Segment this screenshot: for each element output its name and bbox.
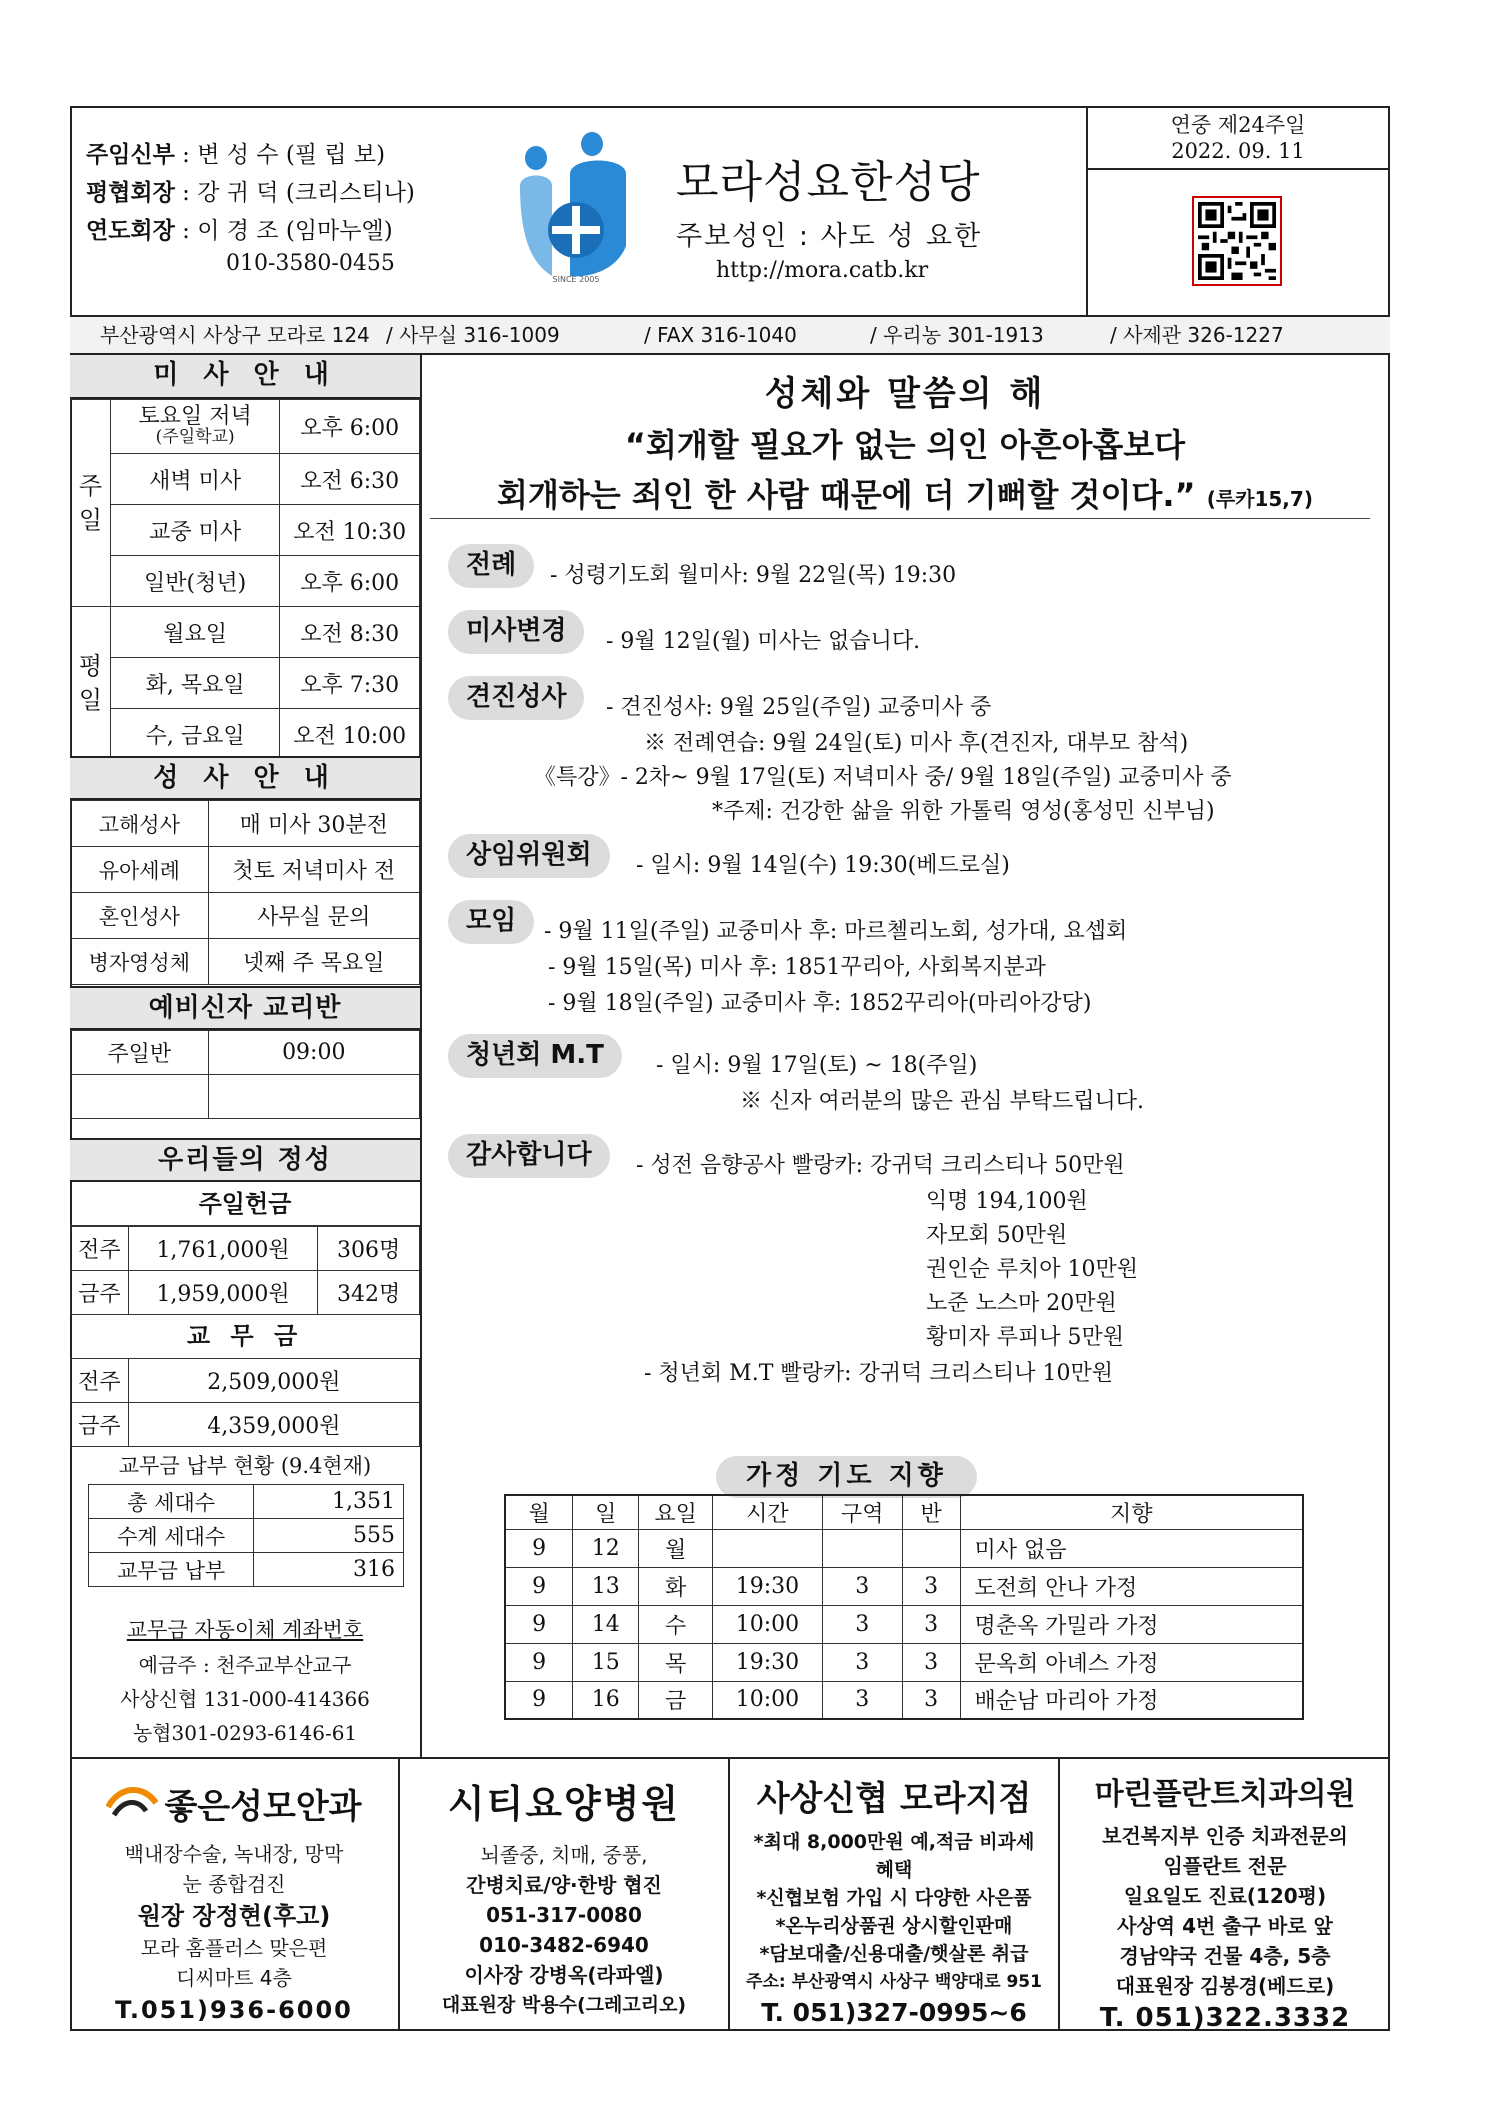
qr-code-icon[interactable] <box>1192 196 1282 286</box>
offering-row: 전주 1,761,000원 306명 <box>71 1227 420 1271</box>
mass-time: 오전 8:30 <box>280 607 420 658</box>
qr-cell <box>1086 170 1388 315</box>
notice-line: - 성전 음향공사 빨랑카: 강귀덕 크리스티나 50만원 <box>636 1153 1125 1178</box>
due-status-table <box>88 1484 404 1587</box>
mass-name: 월요일 <box>110 607 279 658</box>
due-title: 교 무 금 <box>186 1322 304 1350</box>
patron-saint: 주보성인 : 사도 성 요한 <box>676 221 983 252</box>
notice-line: ※ 전례연습: 9월 24일(토) 미사 후(견진자, 대부모 참석) <box>644 731 1189 756</box>
mass-row <box>71 400 420 454</box>
church-logo-icon <box>506 126 646 286</box>
sacrament-table <box>70 800 420 985</box>
mass-name: 화, 목요일 <box>110 658 279 709</box>
account-lines: 예금주 : 천주교부산교구 사상신협 131-000-414366 농협301-0293-6146-61 <box>120 1653 370 1745</box>
prayer-row: 9 13 화 19:30 3 3 도전희 안나 가정 <box>505 1567 1303 1605</box>
header-phone: 010-3580-0455 <box>226 251 395 276</box>
farm-phone: / 우리농 301-1913 <box>870 323 1044 347</box>
notice-line: 《특강》- 2차~ 9월 17일(토) 저녁미사 중/ 9월 18일(주일) 교중미사 중 <box>534 765 1232 790</box>
office-phone: / 사무실 316-1009 <box>386 323 560 347</box>
catechumen-row <box>71 1075 420 1119</box>
church-name: 모라성요한성당 <box>676 157 981 208</box>
mass-time: 오전 10:00 <box>280 709 420 760</box>
staff-yeondo: 연도회장 : 이 경 조 (임마누엘) <box>86 217 393 244</box>
date-box <box>1086 108 1388 170</box>
mass-name: 수, 금요일 <box>110 709 279 760</box>
staff-pastor: 주임신부 : 변 성 수 (필 립 보) <box>86 141 386 168</box>
notice-badge-committee: 상임위원회 <box>448 834 610 878</box>
mass-title: 미 사 안 내 <box>70 355 420 399</box>
church-logo <box>506 126 646 286</box>
sacrament-row: 유아세례 첫토 저녁미사 전 <box>71 847 420 893</box>
quote-line-2: 회개하는 죄인 한 사람 때문에 더 기뻐할 것이다.” (루카15,7) <box>497 476 1313 514</box>
notice-line: - 일시: 9월 17일(토) ~ 18(주일) <box>656 1053 978 1078</box>
notice-line: - 견진성사: 9월 25일(주일) 교중미사 중 <box>606 695 992 720</box>
sunday-offering-title: 주일헌금 <box>70 1182 420 1226</box>
mass-row <box>71 556 420 607</box>
prayer-row: 9 15 목 19:30 3 3 문옥희 아녜스 가정 <box>505 1643 1303 1681</box>
mass-table <box>70 399 420 760</box>
rectory-phone: / 사제관 326-1227 <box>1110 323 1284 347</box>
prayer-title: 가정 기도 지향 <box>716 1456 977 1498</box>
notice-line: 익명 194,100원 <box>926 1189 1088 1214</box>
due-status-title: 교무금 납부 현황 (9.4현재) <box>118 1454 372 1478</box>
sacrament-row: 고해성사 매 미사 30분전 <box>71 801 420 847</box>
ad-dental-clinic: 마린플란트치과의원 보건복지부 인증 치과전문의 임플란트 전문 일요일도 진료(120평) 사상역 4번 출구 바로 앞 경남약국 건물 4층, 5층 대표원장 김봉경(베드로) T. 051)322.3332 <box>1094 1777 1356 2033</box>
mass-row <box>71 454 420 505</box>
account-title: 교무금 자동이체 계좌번호 <box>126 1618 364 1642</box>
status-row: 교무금 납부 316 <box>89 1553 404 1587</box>
due-row: 금주 4,359,000원 <box>71 1403 420 1447</box>
notice-line: 황미자 루피나 5만원 <box>926 1325 1124 1350</box>
sacrament-row: 병자영성체 넷째 주 목요일 <box>71 939 420 985</box>
notice-badge-confirmation: 견진성사 <box>448 676 584 720</box>
mass-name: 교중 미사 <box>110 505 279 556</box>
liturgical-week: 연중 제24주일 <box>1170 113 1306 137</box>
offering-title: 우리들의 정성 <box>70 1138 420 1182</box>
due-table <box>70 1358 420 1447</box>
notice-line: - 성령기도회 월미사: 9월 22일(목) 19:30 <box>550 563 957 588</box>
mass-row <box>71 658 420 709</box>
bulletin-date: 2022. 09. 11 <box>1171 139 1305 163</box>
notice-line: - 9월 11일(주일) 교중미사 후: 마르첼리노회, 성가대, 요셉회 <box>544 919 1128 944</box>
catechumen-title: 예비신자 교리반 <box>70 986 420 1030</box>
mass-time: 오후 6:00 <box>280 400 420 454</box>
notice-badge-mass-change: 미사변경 <box>448 610 584 654</box>
sunday-label: 주 일 <box>71 400 111 607</box>
notice-line: ※ 신자 여러분의 많은 관심 부탁드립니다. <box>740 1089 1144 1114</box>
catechumen-table <box>70 1030 420 1119</box>
mass-name: 토요일 저녁 (주일학교) <box>110 400 279 454</box>
ad-credit-union: 사상신협 모라지점 *최대 8,000만원 예,적금 비과세 혜택 *신협보험 가입 시 다양한 사은품 *온누리상품권 상시할인판매 *담보대출/신용대출/햇살론 취급 주소: 부산광역시 사상구 백양대로 951 T. 051)327-0995~6 <box>730 1759 1060 2029</box>
prayer-row: 9 16 금 10:00 3 3 배순남 마리아 가정 <box>505 1681 1303 1719</box>
title-rule <box>430 518 1370 519</box>
status-row: 총 세대수 1,351 <box>89 1485 404 1519</box>
mass-row <box>71 607 420 658</box>
ad-city-hospital: 시티요양병원 뇌졸중, 치매, 중풍, 간병치료/양·한방 협진 051-317-0080 010-3482-6940 이사장 강병옥(라파엘) 대표원장 박용수(그레고리오) <box>400 1759 730 2029</box>
prayer-row: 9 12 월 미사 없음 <box>505 1529 1303 1567</box>
column-divider <box>420 355 422 1757</box>
notice-line: - 9월 15일(목) 미사 후: 1851꾸리아, 사회복지분과 <box>548 955 1046 980</box>
prayer-row: 9 14 수 10:00 3 3 명춘옥 가밀라 가정 <box>505 1605 1303 1643</box>
notice-line: - 일시: 9월 14일(수) 19:30(베드로실) <box>636 853 1010 878</box>
eye-logo-icon <box>106 1781 158 1825</box>
notice-line: *주제: 건강한 삶을 위한 가톨릭 영성(홍성민 신부님) <box>712 799 1215 824</box>
notice-badge-meetings: 모임 <box>448 900 534 944</box>
notice-line: 자모회 50만원 <box>926 1223 1068 1248</box>
catechumen-row: 주일반 09:00 <box>71 1031 420 1075</box>
offering-row: 금주 1,959,000원 342명 <box>71 1271 420 1315</box>
quote-line-1: “회개할 필요가 없는 의인 아흔아홉보다 <box>624 426 1186 464</box>
address: 부산광역시 사상구 모라로 124 <box>100 323 370 347</box>
mass-time: 오후 7:30 <box>280 658 420 709</box>
prayer-header-row: 월 일 요일 시간 구역 반 지향 <box>505 1495 1303 1529</box>
notice-line: 권인순 루치아 10만원 <box>926 1257 1138 1282</box>
mass-name: 새벽 미사 <box>110 454 279 505</box>
notice-line: - 청년회 M.T 빨랑카: 강귀덕 크리스티나 10만원 <box>644 1361 1114 1386</box>
staff-list <box>86 136 486 250</box>
notice-line: 노준 노스마 20만원 <box>926 1291 1117 1316</box>
sacrament-row: 혼인성사 사무실 문의 <box>71 893 420 939</box>
prayer-table <box>504 1494 1304 1720</box>
notice-line: - 9월 12일(월) 미사는 없습니다. <box>606 629 921 654</box>
notice-badge-liturgy: 전례 <box>448 544 534 588</box>
mass-time: 오전 10:30 <box>280 505 420 556</box>
status-row: 수계 세대수 555 <box>89 1519 404 1553</box>
mass-name: 일반(청년) <box>110 556 279 607</box>
due-row: 전주 2,509,000원 <box>71 1359 420 1403</box>
ad-eye-clinic: 좋은성모안과 백내장수술, 녹내장, 망막 눈 종합검진 원장 장정현(후고) 모라 홈플러스 맞은편 디씨마트 4층 T.051)936-6000 <box>70 1759 400 2029</box>
mass-time: 오전 6:30 <box>280 454 420 505</box>
sunday-offering-table <box>70 1226 420 1315</box>
staff-council: 평협회장 : 강 귀 덕 (크리스티나) <box>86 179 415 206</box>
notice-badge-youth-mt: 청년회 M.T <box>448 1034 622 1078</box>
church-url[interactable]: http://mora.catb.kr <box>716 258 929 283</box>
sacrament-title: 성 사 안 내 <box>70 756 420 800</box>
address-bar <box>70 315 1390 355</box>
mass-time: 오후 6:00 <box>280 556 420 607</box>
notice-badge-thanks: 감사합니다 <box>448 1134 610 1178</box>
notice-line: - 9월 18일(주일) 교중미사 후: 1852꾸리아(마리아강당) <box>548 991 1092 1016</box>
mass-row <box>71 505 420 556</box>
year-title: 성체와 말씀의 해 <box>764 374 1046 414</box>
ad-title-row: 좋은성모안과 <box>70 1777 398 1829</box>
fax: / FAX 316-1040 <box>644 323 797 347</box>
logo-since: SINCE 2005 <box>552 275 600 284</box>
mass-row <box>71 709 420 760</box>
weekday-label: 평 일 <box>71 607 111 760</box>
